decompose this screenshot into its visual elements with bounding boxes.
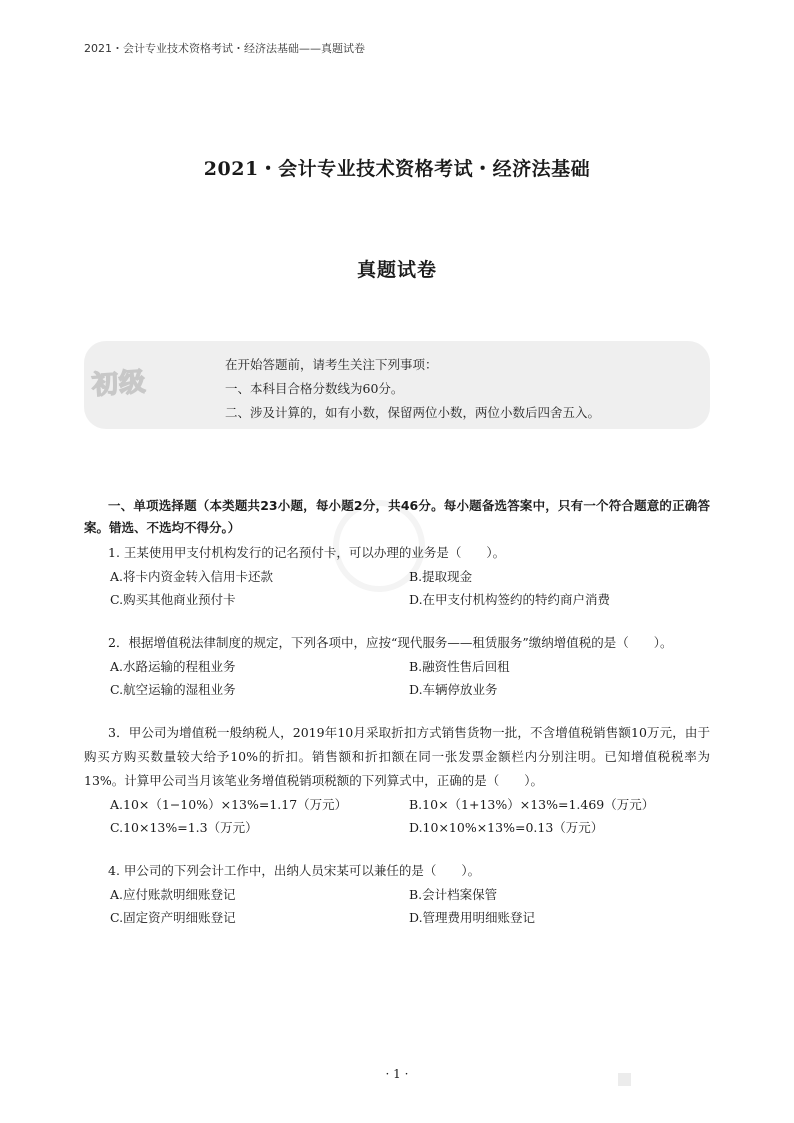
- running-header: 2021・会计专业技术资格考试・经济法基础——真题试卷: [84, 42, 365, 55]
- question-4: [84, 859, 710, 929]
- option-c: C.固定资产明细账登记: [110, 910, 236, 925]
- question-options: [84, 565, 710, 611]
- corner-mark: [618, 1073, 631, 1086]
- page-number: · 1 ·: [385, 1067, 409, 1081]
- notice-line: 二、涉及计算的，如有小数，保留两位小数，两位小数后四舍五入。: [225, 405, 601, 420]
- level-badge: 初级: [91, 367, 148, 401]
- option-a: A.10×（1−10%）×13%=1.17（万元）: [110, 797, 348, 812]
- option-d: D.车辆停放业务: [409, 682, 498, 697]
- question-2: [84, 631, 710, 701]
- question-3: [84, 721, 710, 839]
- document-subtitle: 真题试卷: [356, 259, 437, 281]
- notice-line: 在开始答题前，请考生关注下列事项：: [225, 357, 438, 372]
- option-b: B.融资性售后回租: [409, 659, 510, 674]
- option-a: A.应付账款明细账登记: [110, 887, 236, 902]
- question-options: [84, 883, 710, 929]
- question-options: [84, 793, 710, 839]
- option-a: A.水路运输的程租业务: [110, 659, 236, 674]
- option-d: D.在甲支付机构签约的特约商户消费: [409, 592, 611, 607]
- option-c: C.10×13%=1.3（万元）: [110, 820, 258, 835]
- question-1: [84, 541, 710, 611]
- option-b: B.会计档案保管: [409, 887, 498, 902]
- notice-line: 一、本科目合格分数线为60分。: [225, 381, 404, 396]
- question-stem: 3．甲公司为增值税一般纳税人，2019年10月采取折扣方式销售货物一批，不含增值税销售额10万元，由于购买方购买数量较大给予10%的折扣。销售额和折扣额在同一张发票金额栏内分别注明。已知增值税税率为13%。计算甲公司当月该笔业务增值税销项税额的下列算式中，正确的是（ ）。: [84, 725, 710, 788]
- notice-box: [84, 341, 710, 429]
- question-stem: 4. 甲公司的下列会计工作中，出纳人员宋某可以兼任的是（ ）。: [108, 863, 481, 878]
- question-stem: 2．根据增值税法律制度的规定，下列各项中，应按“现代服务——租赁服务”缴纳增值税的是（ ）。: [108, 635, 673, 650]
- document-title: 2021・会计专业技术资格考试・经济法基础: [203, 158, 591, 180]
- option-b: B.提取现金: [409, 569, 473, 584]
- option-a: A.将卡内资金转入信用卡还款: [110, 569, 274, 584]
- option-c: C.航空运输的湿租业务: [110, 682, 236, 697]
- question-stem: 1. 王某使用甲支付机构发行的记名预付卡，可以办理的业务是（ ）。: [108, 545, 506, 560]
- section-heading: 一、单项选择题（本类题共23小题，每小题2分，共46分。每小题备选答案中，只有一个符合题意的正确答案。错选、不选均不得分。）: [84, 498, 710, 535]
- option-d: D.管理费用明细账登记: [409, 910, 536, 925]
- option-c: C.购买其他商业预付卡: [110, 592, 236, 607]
- option-d: D.10×10%×13%=0.13（万元）: [409, 820, 604, 835]
- notice-lines: [225, 353, 600, 425]
- option-b: B.10×（1+13%）×13%=1.469（万元）: [409, 797, 655, 812]
- exam-content: [84, 495, 710, 929]
- question-options: [84, 655, 710, 701]
